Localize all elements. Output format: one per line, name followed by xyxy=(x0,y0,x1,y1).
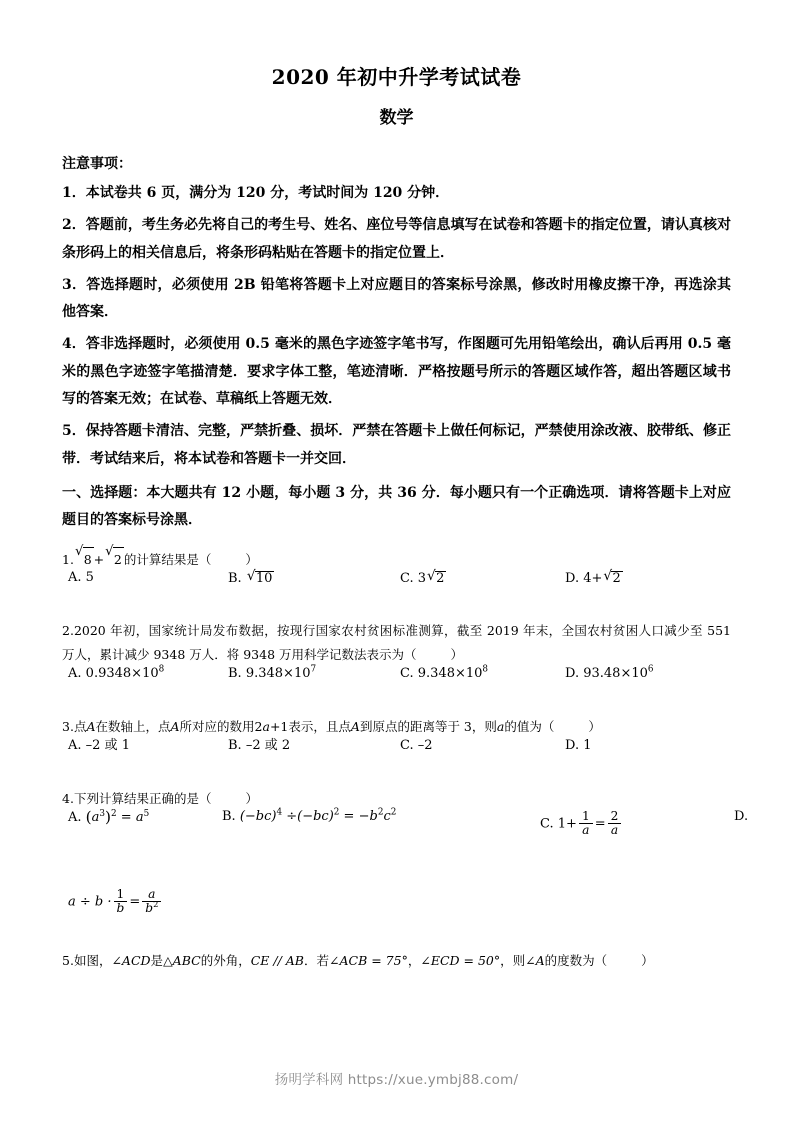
sqrt-8: √ 8 xyxy=(75,547,94,572)
page-subtitle: 数学 xyxy=(379,108,414,128)
option-1-d[interactable]: D. 4+ √ 2 xyxy=(565,568,621,587)
radical-sign-icon: √ xyxy=(427,568,436,585)
question-3-options xyxy=(62,739,731,775)
option-4-d-label[interactable]: D. xyxy=(734,809,749,825)
option-4-d-expression[interactable]: a ÷ b · $\frac{1}{b}$ = $\frac{a}{b^2}$ xyxy=(62,858,731,915)
question-4-stem xyxy=(62,775,731,811)
page-title: 2020 年初中升学考试试卷 xyxy=(271,65,522,89)
option-2-d[interactable]: D. $93.48\times 10^6$ xyxy=(565,664,654,681)
option-4-b[interactable]: B. $(-bc)^4 \div(-bc)^2 = -b^2c^2$ xyxy=(222,807,397,825)
notice-item-5: 5．保持答题卡清洁、完整，严禁折叠、损坏．严禁在答题卡上做任何标记，严禁使用涂改液、胶带纸、修正带．考试结来后，将本试卷和答题卡一并交回． xyxy=(62,423,731,467)
question-4-options xyxy=(62,807,749,858)
question-1-options xyxy=(62,568,731,607)
paren-close: ） xyxy=(245,790,258,806)
angle-ecd-value: ∠ECD = 50° xyxy=(420,952,501,968)
question-5-stem: 5.如图，∠ACD是△ABC的外角，CE // AB．若∠ACB = 75°，∠ECD = 50°，则∠A的度数为（ ） xyxy=(62,952,654,968)
option-4-c[interactable]: C. 1+ $\frac{1}{a}$ = $\frac{2}{a}$ xyxy=(540,810,623,837)
notice-item-4: 4．答非选择题时，必须使用 0.5 毫米的黑色字迹签字笔书写，作图题可先用铅笔绘出，确认后再用 0.5 毫米的黑色字迹签字笔描清楚．要求字体工整，笔迹清晰．严格按题号所示的答题区域作答，超出答题区域书写的答案无效；在试卷、草稿纸上答题无效． xyxy=(62,336,731,408)
question-2-number: 2. xyxy=(62,623,74,639)
angle-a: ∠A xyxy=(525,952,545,968)
question-1-number: 1. xyxy=(62,551,74,567)
notice-item-3: 3．答选择题时，必须使用 2B 铅笔将答题卡上对应题目的答案标号涂黑，修改时用橡皮擦干净，再选涂其他答案． xyxy=(62,276,731,321)
notice-item-2: 2．答题前，考生务必先将自己的考生号、姓名、座位号等信息填写在试卷和答题卡的指定位置，请认真核对条形码上的相关信息后，将条形码粘贴在答题卡的指定位置上． xyxy=(62,217,731,261)
angle-acb-value: ∠ACB = 75° xyxy=(329,952,408,968)
plus-operator: + xyxy=(93,551,105,567)
question-5-number: 5. xyxy=(62,952,74,968)
triangle-abc: △ABC xyxy=(163,952,201,968)
radical-sign-icon: √ xyxy=(74,544,84,560)
option-4-a[interactable]: A. $(a^3)^2 = a^5$ xyxy=(68,808,150,827)
var-A: A xyxy=(170,718,180,734)
section-one-heading: 一、选择题：本大题共有 12 小题，每小题 3 分，共 36 分．每小题只有一个正确选项．请将答题卡上对应题目的答案标号涂黑． xyxy=(62,484,731,529)
question-4-text: 下列计算结果正确的是（ xyxy=(73,790,212,806)
radical-sign-icon: √ xyxy=(246,568,256,585)
option-1-c[interactable]: C. 3 √ 2 xyxy=(400,568,445,587)
question-3-stem: 3.点A在数轴上，点A所对应的数用2a+1表示，且点A到原点的距离等于 3，则a的值为（ ） xyxy=(62,718,601,734)
radical-sign-icon: √ xyxy=(603,568,613,585)
question-2-stem xyxy=(62,607,731,667)
question-1-text: 的计算结果是（ xyxy=(123,551,212,567)
option-2-a[interactable]: A. $0.9348\times 10^8$ xyxy=(68,664,165,681)
sqrt-2: √ 2 xyxy=(105,547,124,572)
ce-parallel-ab: CE // AB xyxy=(250,952,304,968)
question-2-options xyxy=(62,664,731,703)
option-2-c[interactable]: C. $9.348\times 10^8$ xyxy=(400,664,489,681)
question-4-number: 4. xyxy=(62,790,74,806)
question-3-number: 3. xyxy=(62,718,74,734)
fraction-two-over-a: $\frac{2}{a}$ xyxy=(608,810,622,837)
var-A: A xyxy=(350,718,360,734)
fraction-one-over-b: $\frac{1}{b}$ xyxy=(114,888,128,915)
option-1-b[interactable]: B. √ 10 xyxy=(228,568,273,587)
notice-item-1: 1．本试卷共 6 页，满分为 120 分，考试时间为 120 分钟． xyxy=(62,184,450,201)
option-3-a[interactable]: A. –2 或 1 xyxy=(68,737,130,753)
paren-close: ） xyxy=(450,647,464,662)
fraction-one-over-a: $\frac{1}{a}$ xyxy=(579,810,593,837)
question-2-text: 2020 年初，国家统计局发布数据，按现行国家农村贫困标准测算，截至 2019 年末，全国农村贫困人口减少至 551 万人，累计减少 9348 万人．将 9348 万用科学记数法表示为（ xyxy=(62,623,731,662)
paren-group: ( xyxy=(85,808,92,827)
angle-acd: ∠ACD xyxy=(111,952,151,968)
page-footer: 扬明学科网 https://xue.ymbj88.com/ xyxy=(274,1072,519,1088)
option-1-a[interactable]: A. 5 xyxy=(68,570,94,586)
var-a: a xyxy=(496,718,505,734)
option-3-b[interactable]: B. –2 或 2 xyxy=(228,737,291,753)
paren-close: ） xyxy=(641,952,654,968)
var-A: A xyxy=(86,718,96,734)
notice-heading: 注意事项： xyxy=(62,155,132,172)
option-2-b[interactable]: B. $9.348\times 10^7$ xyxy=(228,664,317,681)
option-3-d[interactable]: D. 1 xyxy=(565,737,592,753)
paren-close: ） xyxy=(245,551,258,567)
question-1-stem xyxy=(62,535,731,572)
fraction-a-over-b-squared: $\frac{a}{b^2}$ xyxy=(142,888,161,915)
option-3-c[interactable]: C. –2 xyxy=(400,737,433,753)
radical-sign-icon: √ xyxy=(105,544,114,560)
paren-close: ） xyxy=(588,718,601,734)
